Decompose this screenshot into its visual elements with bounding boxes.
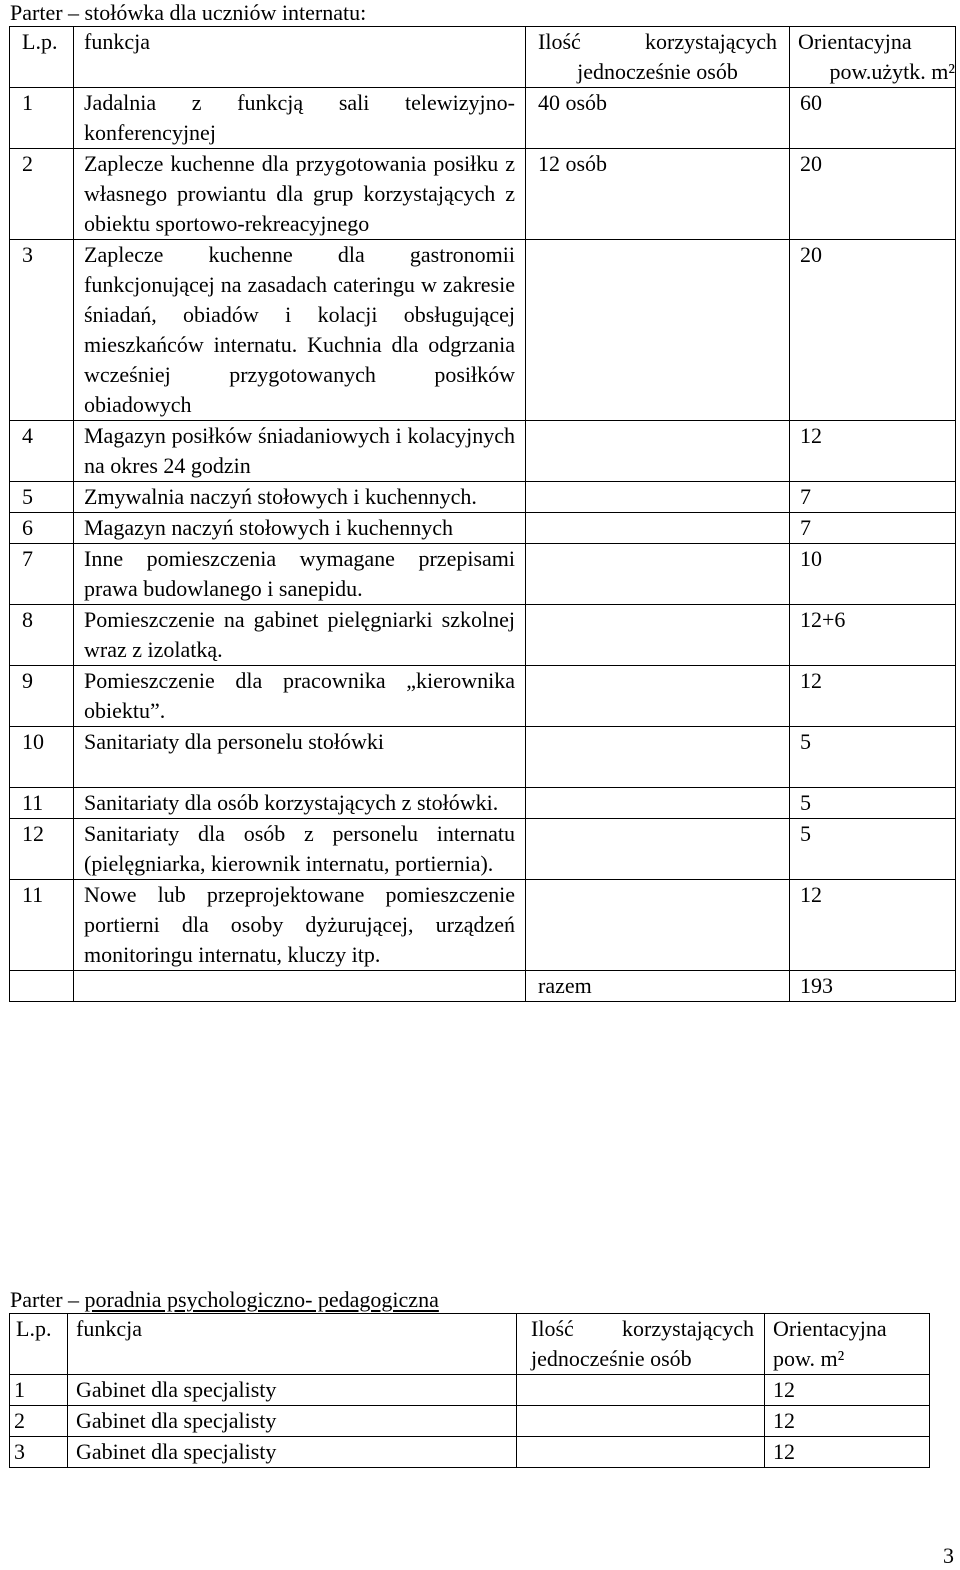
row-qty <box>526 666 790 727</box>
row-function: Magazyn naczyń stołowych i kuchennych <box>74 513 526 544</box>
section-1-heading-prefix: Parter – <box>10 0 85 25</box>
row-function: Zmywalnia naczyń stołowych i kuchennych. <box>74 482 526 513</box>
row-lp: 4 <box>10 421 74 482</box>
section-1-heading <box>10 0 366 26</box>
row-area: 12+6 <box>790 605 956 666</box>
table-row <box>10 513 956 544</box>
header-lp: L.p. <box>10 27 74 88</box>
header-qty-line1: Ilość korzystających <box>531 1316 754 1341</box>
row-area: 5 <box>790 819 956 880</box>
header-function: funkcja <box>74 27 526 88</box>
header-qty-line1: Ilość korzystających <box>538 29 777 54</box>
total-value: 193 <box>790 971 956 1002</box>
table-row <box>10 666 956 727</box>
row-area: 12 <box>790 880 956 971</box>
row-qty <box>526 544 790 605</box>
header-qty-line2: jednocześnie osób <box>577 59 738 84</box>
row-lp: 1 <box>10 1375 68 1406</box>
row-function: Sanitariaty dla personelu stołówki <box>74 727 526 788</box>
row-function: Gabinet dla specjalisty <box>68 1406 517 1437</box>
section-2-table <box>9 1313 930 1468</box>
section-2-heading-prefix: Parter – <box>10 1287 85 1312</box>
page-number: 3 <box>943 1543 954 1568</box>
row-function: Nowe lub przeprojektowane pomieszczenie portierni dla osoby dyżurującej, urządzeń monitoringu internatu, kluczy itp. <box>74 880 526 971</box>
row-lp: 7 <box>10 544 74 605</box>
row-area: 60 <box>790 88 956 149</box>
row-area: 5 <box>790 788 956 819</box>
row-qty <box>526 421 790 482</box>
row-area: 20 <box>790 240 956 421</box>
row-area: 7 <box>790 513 956 544</box>
header-qty <box>526 27 790 88</box>
header-area-line1: Orientacyjna <box>798 29 912 54</box>
row-function: Pomieszczenie dla pracownika „kierownika obiektu”. <box>74 666 526 727</box>
row-function: Inne pomieszczenia wymagane przepisami prawa budowlanego i sanepidu. <box>74 544 526 605</box>
table-row <box>10 1437 930 1468</box>
row-lp: 3 <box>10 1437 68 1468</box>
table-row <box>10 1406 930 1437</box>
row-area: 20 <box>790 149 956 240</box>
header-function: funkcja <box>68 1314 517 1375</box>
table-header-row <box>10 1314 930 1375</box>
row-qty <box>517 1406 765 1437</box>
section-1-heading-title: stołówka dla uczniów internatu: <box>84 0 367 25</box>
row-lp: 9 <box>10 666 74 727</box>
table-row <box>10 605 956 666</box>
row-area: 5 <box>790 727 956 788</box>
row-qty <box>526 727 790 788</box>
row-lp: 3 <box>10 240 74 421</box>
row-lp: 2 <box>10 149 74 240</box>
row-qty <box>526 513 790 544</box>
row-qty <box>526 240 790 421</box>
row-function: Zaplecze kuchenne dla przygotowania posiłku z własnego prowiantu dla grup korzystających z obiektu sportowo-rekreacyjnego <box>74 149 526 240</box>
total-label: razem <box>526 971 790 1002</box>
total-empty-function <box>74 971 526 1002</box>
row-lp: 11 <box>10 880 74 971</box>
row-area: 12 <box>765 1375 930 1406</box>
row-area: 7 <box>790 482 956 513</box>
row-lp: 10 <box>10 727 74 788</box>
header-qty <box>517 1314 765 1375</box>
header-lp: L.p. <box>10 1314 68 1375</box>
table-row <box>10 240 956 421</box>
header-area-line2: pow. m² <box>773 1346 845 1371</box>
row-function: Zaplecze kuchenne dla gastronomii funkcjonującej na zasadach cateringu w zakresie śniadań, obiadów i kolacji obsługującej mieszkańców internatu. Kuchnia dla odgrzania wcześniej przygotowanych posiłków obiadowych <box>74 240 526 421</box>
row-qty: 40 osób <box>526 88 790 149</box>
row-area: 12 <box>765 1437 930 1468</box>
row-area: 12 <box>765 1406 930 1437</box>
row-function: Jadalnia z funkcją sali telewizyjno-konferencyjnej <box>74 88 526 149</box>
table-row <box>10 819 956 880</box>
header-area <box>790 27 956 88</box>
row-qty <box>526 482 790 513</box>
header-area-line1: Orientacyjna <box>773 1316 887 1341</box>
table-total-row <box>10 971 956 1002</box>
row-lp: 5 <box>10 482 74 513</box>
row-lp: 11 <box>10 788 74 819</box>
row-lp: 8 <box>10 605 74 666</box>
table-row <box>10 482 956 513</box>
row-qty: 12 osób <box>526 149 790 240</box>
row-function: Sanitariaty dla osób korzystających z stołówki. <box>74 788 526 819</box>
row-function: Magazyn posiłków śniadaniowych i kolacyjnych na okres 24 godzin <box>74 421 526 482</box>
table-row <box>10 149 956 240</box>
row-qty <box>526 880 790 971</box>
table-row <box>10 788 956 819</box>
row-function: Gabinet dla specjalisty <box>68 1375 517 1406</box>
table-row <box>10 421 956 482</box>
row-area: 10 <box>790 544 956 605</box>
header-area-line2: pow.użytk. m² <box>829 59 955 84</box>
row-function: Sanitariaty dla osób z personelu internatu (pielęgniarka, kierownik internatu, portiernia). <box>74 819 526 880</box>
row-qty <box>517 1375 765 1406</box>
header-qty-line2: jednocześnie osób <box>531 1346 692 1371</box>
row-qty <box>517 1437 765 1468</box>
table-row <box>10 1375 930 1406</box>
header-area <box>765 1314 930 1375</box>
row-lp: 1 <box>10 88 74 149</box>
table-row <box>10 88 956 149</box>
row-area: 12 <box>790 666 956 727</box>
row-qty <box>526 788 790 819</box>
section-1-table <box>9 26 956 1002</box>
row-qty <box>526 605 790 666</box>
total-empty-lp <box>10 971 74 1002</box>
section-2-heading <box>10 1287 439 1313</box>
row-qty <box>526 819 790 880</box>
row-lp: 2 <box>10 1406 68 1437</box>
table-row <box>10 727 956 788</box>
row-function: Pomieszczenie na gabinet pielęgniarki szkolnej wraz z izolatką. <box>74 605 526 666</box>
row-lp: 12 <box>10 819 74 880</box>
section-2-heading-title: poradnia psychologiczno- pedagogiczna <box>84 1287 439 1312</box>
row-area: 12 <box>790 421 956 482</box>
row-lp: 6 <box>10 513 74 544</box>
table-row <box>10 544 956 605</box>
table-header-row <box>10 27 956 88</box>
table-row <box>10 880 956 971</box>
row-function: Gabinet dla specjalisty <box>68 1437 517 1468</box>
